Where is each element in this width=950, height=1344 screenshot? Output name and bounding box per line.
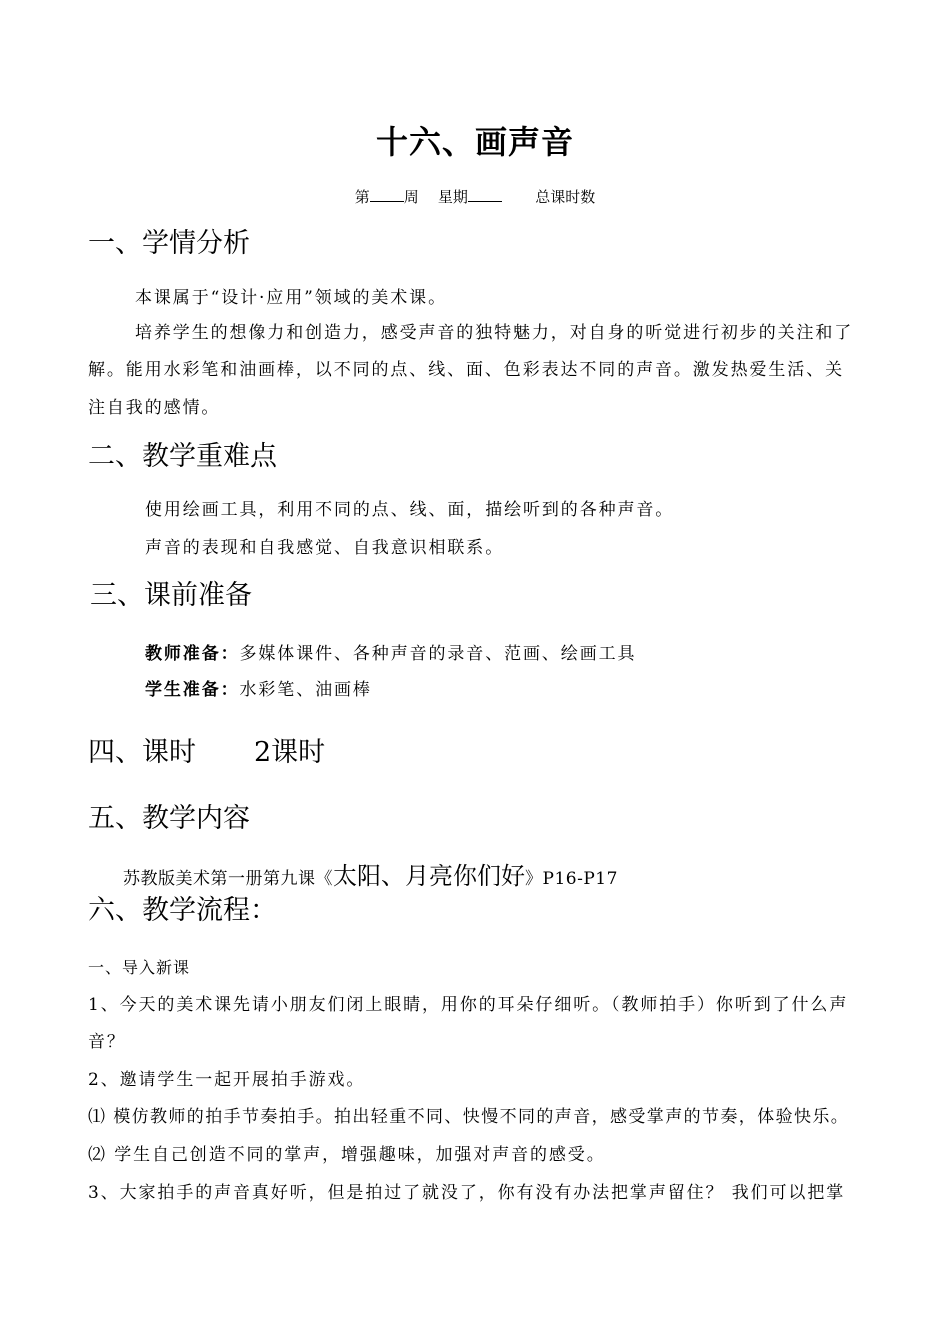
page-range: 》P16-P17: [525, 869, 618, 889]
week-suffix: 周: [403, 188, 419, 206]
paragraph-line: 注自我的感情。: [88, 398, 221, 418]
step-line: 1、今天的美术课先请小朋友们闭上眼睛，用你的耳朵仔细听。（教师拍手）你听到了什么声: [88, 995, 849, 1015]
student-prep-label: 学生准备：: [145, 680, 240, 700]
teacher-prep-label: 教师准备：: [145, 644, 240, 664]
step-heading: 一、导入新课: [88, 958, 191, 977]
week-blank: [370, 189, 404, 202]
step-line: ⑵ 学生自己创造不同的掌声，增强趣味，加强对声音的感受。: [88, 1145, 606, 1165]
weekday-blank: [468, 189, 502, 202]
weekday-label: 星期: [437, 188, 468, 206]
total-hours-label: 总课时数: [535, 188, 596, 206]
teacher-prep-text: 多媒体课件、各种声音的录音、范画、绘画工具: [239, 644, 637, 664]
lesson-hours: 2课时: [254, 737, 326, 768]
section-1-heading: 一、学情分析: [88, 228, 250, 259]
paragraph-line: 培养学生的想像力和创造力，感受声音的独特魅力，对自身的听觉进行初步的关注和了: [135, 323, 854, 343]
section-5-heading: 五、教学内容: [88, 803, 250, 834]
section-4-heading: [88, 739, 325, 766]
student-prep: [145, 682, 372, 699]
paragraph-line: 解。能用水彩笔和油画棒，以不同的点、线、面、色彩表达不同的声音。激发热爱生活、关: [88, 360, 844, 380]
lesson-name: 太阳、月亮你们好: [333, 862, 525, 890]
student-prep-text: 水彩笔、油画棒: [239, 680, 372, 700]
step-line: 音？: [88, 1032, 126, 1052]
section-3-heading: 三、课前准备: [90, 580, 252, 611]
teacher-prep: [145, 646, 636, 663]
step-line: 3、大家拍手的声音真好听，但是拍过了就没了，你有没有办法把掌声留住？ 我们可以把掌: [88, 1183, 846, 1203]
document-title: 十六、画声音: [375, 123, 574, 161]
schedule-line: [0, 189, 950, 205]
content-text: 苏教版美术第一册第九课《: [123, 869, 333, 889]
section-4-label: 四、课时: [88, 737, 196, 768]
teaching-content: [123, 864, 618, 888]
paragraph-line: 声音的表现和自我感觉、自我意识相联系。: [145, 538, 505, 558]
step-line: ⑴ 模仿教师的拍手节奏拍手。拍出轻重不同、快慢不同的声音，感受掌声的节奏，体验快乐。: [88, 1107, 850, 1127]
section-6-heading: 六、教学流程：: [88, 895, 277, 926]
paragraph-line: 使用绘画工具，利用不同的点、线、面，描绘听到的各种声音。: [145, 500, 675, 520]
paragraph-line: 本课属于“设计·应用”领域的美术课。: [135, 288, 447, 308]
step-line: 2、邀请学生一起开展拍手游戏。: [88, 1070, 366, 1090]
week-prefix: 第: [354, 188, 370, 206]
section-2-heading: 二、教学重难点: [88, 441, 277, 472]
